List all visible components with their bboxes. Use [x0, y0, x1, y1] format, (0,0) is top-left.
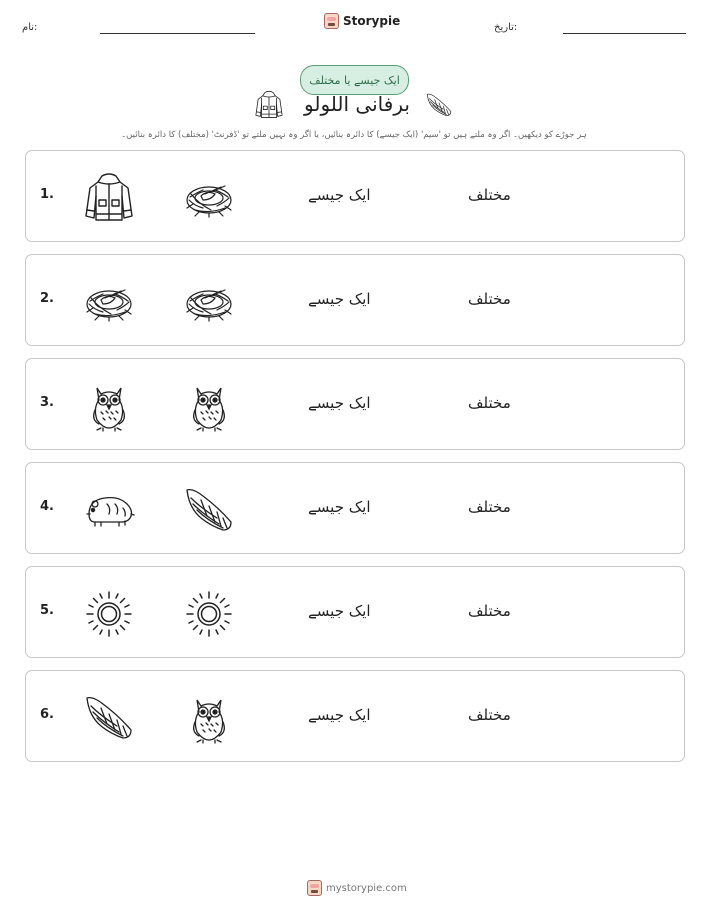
date-line[interactable]: [563, 33, 686, 34]
name-line[interactable]: [100, 33, 255, 34]
option-same[interactable]: ایک جیسے: [308, 706, 371, 724]
wing-icon: [181, 482, 237, 538]
name-label: نام:: [22, 22, 38, 33]
pair-row-2: [25, 254, 685, 346]
instructions: ہر جوڑے کو دیکھیں۔ اگر وہ ملتے ہیں تو 'سیم' (ایک جیسے) کا دائرہ بنائیں، یا اگر وہ نہیں ملتے تو 'ڈفرنٹ' (مختلف) کا دائرہ بنائیں۔: [121, 130, 587, 140]
date-label: تاریخ:: [494, 22, 518, 33]
row-number: 6.: [40, 707, 54, 722]
row-number: 3.: [40, 395, 54, 410]
sun-icon: [81, 586, 137, 642]
option-same[interactable]: ایک جیسے: [308, 602, 371, 620]
option-different[interactable]: مختلف: [468, 706, 511, 724]
pair-row-1: [25, 150, 685, 242]
jacket-icon: [81, 170, 137, 226]
option-different[interactable]: مختلف: [468, 186, 511, 204]
owl-icon: [81, 378, 137, 434]
pair-row-3: [25, 358, 685, 450]
owl-icon: [181, 378, 237, 434]
option-different[interactable]: مختلف: [468, 290, 511, 308]
option-same[interactable]: ایک جیسے: [308, 186, 371, 204]
option-same[interactable]: ایک جیسے: [308, 394, 371, 412]
row-number: 5.: [40, 603, 54, 618]
nest-icon: [81, 274, 137, 330]
pair-row-4: [25, 462, 685, 554]
jacket-icon: [253, 89, 285, 121]
option-same[interactable]: ایک جیسے: [308, 290, 371, 308]
option-different[interactable]: مختلف: [468, 394, 511, 412]
mascot-icon: [324, 13, 339, 29]
pair-row-5: [25, 566, 685, 658]
hamster-icon: [81, 482, 137, 538]
option-different[interactable]: مختلف: [468, 498, 511, 516]
page-title: برفانی اللولو: [304, 92, 410, 116]
nest-icon: [181, 274, 237, 330]
row-number: 2.: [40, 291, 54, 306]
mascot-icon: [307, 880, 322, 896]
row-number: 1.: [40, 187, 54, 202]
option-same[interactable]: ایک جیسے: [308, 498, 371, 516]
footer-site[interactable]: mystorypie.com: [326, 882, 407, 894]
sun-icon: [181, 586, 237, 642]
option-different[interactable]: مختلف: [468, 602, 511, 620]
wing-icon: [424, 90, 454, 120]
brand-name: Storypie: [343, 14, 401, 28]
nest-icon: [181, 170, 237, 226]
pair-row-6: [25, 670, 685, 762]
brand-logo: [324, 13, 400, 29]
owl-icon: [181, 690, 237, 746]
worksheet-type-badge: ایک جیسے یا مختلف: [300, 65, 409, 95]
footer: [307, 880, 407, 896]
wing-icon: [81, 690, 137, 746]
row-number: 4.: [40, 499, 54, 514]
